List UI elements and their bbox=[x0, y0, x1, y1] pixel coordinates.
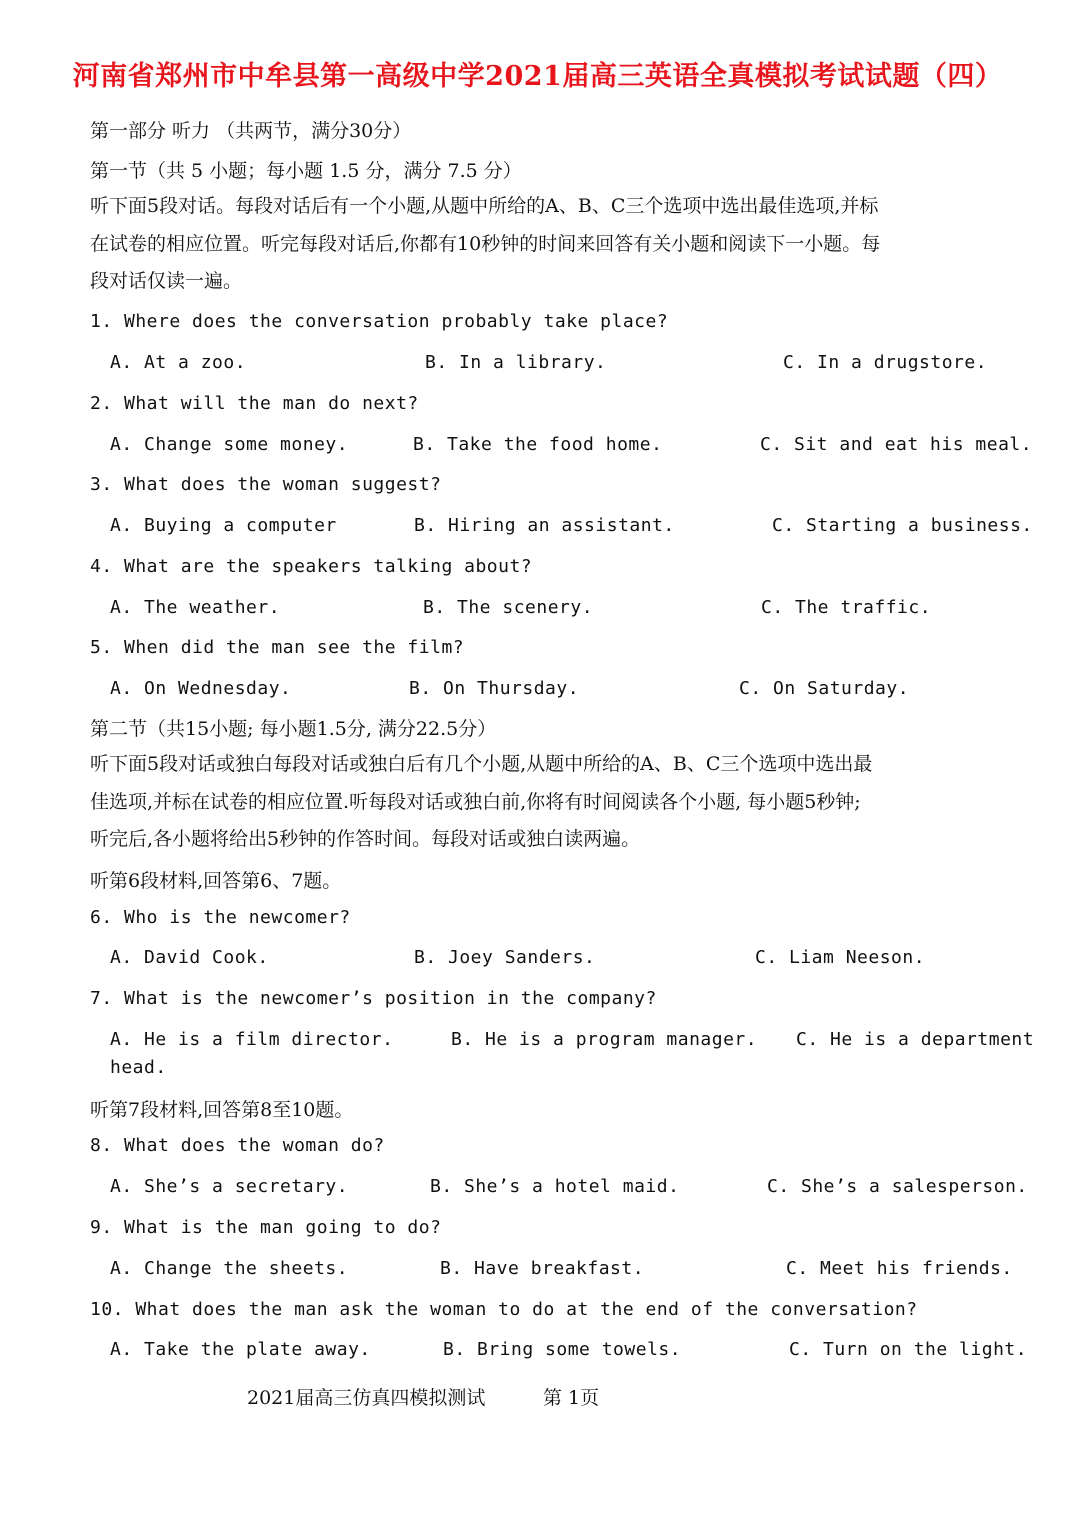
section2-instructions bbox=[90, 746, 1010, 859]
option-10b: B. Bring some towels. bbox=[443, 1339, 682, 1360]
question-9: 9. What is the man going to do? bbox=[90, 1217, 442, 1238]
footer-page-number: 第 1页 bbox=[543, 1387, 600, 1409]
option-5c: C. On Saturday. bbox=[739, 678, 910, 699]
section2-heading: 第二节（共15小题; 每小题1.5分, 满分22.5分） bbox=[90, 718, 497, 740]
section1-instructions bbox=[90, 188, 1010, 301]
option-7a: A. He is a film director. bbox=[110, 1029, 394, 1050]
option-7c-continuation: head. bbox=[110, 1057, 167, 1078]
material-7-heading: 听第7段材料,回答第8至10题。 bbox=[90, 1099, 354, 1121]
option-4b: B. The scenery. bbox=[423, 597, 594, 618]
option-6b: B. Joey Sanders. bbox=[414, 947, 596, 968]
option-4a: A. The weather. bbox=[110, 597, 281, 618]
option-6a: A. David Cook. bbox=[110, 947, 269, 968]
option-4c: C. The traffic. bbox=[761, 597, 932, 618]
instruction-line: 在试卷的相应位置。听完每段对话后,你都有10秒钟的时间来回答有关小题和阅读下一小题。每 bbox=[90, 232, 881, 255]
question-8: 8. What does the woman do? bbox=[90, 1135, 385, 1156]
question-5: 5. When did the man see the film? bbox=[90, 637, 465, 658]
question-6: 6. Who is the newcomer? bbox=[90, 907, 351, 928]
option-9b: B. Have breakfast. bbox=[440, 1258, 645, 1279]
instruction-line: 段对话仅读一遍。 bbox=[90, 270, 243, 292]
question-4: 4. What are the speakers talking about? bbox=[90, 556, 533, 577]
question-10: 10. What does the man ask the woman to do at the end of the conversation? bbox=[90, 1299, 918, 1320]
option-2b: B. Take the food home. bbox=[413, 434, 663, 455]
option-8c: C. She’s a salesperson. bbox=[767, 1176, 1028, 1197]
material-6-heading: 听第6段材料,回答第6、7题。 bbox=[90, 870, 342, 892]
option-1a: A. At a zoo. bbox=[110, 352, 247, 373]
option-1b: B. In a library. bbox=[425, 352, 607, 373]
part1-heading: 第一部分 听力 （共两节，满分30分） bbox=[90, 120, 412, 142]
option-2a: A. Change some money. bbox=[110, 434, 349, 455]
option-1c: C. In a drugstore. bbox=[783, 352, 988, 373]
document-title: 河南省郑州市中牟县第一高级中学2021届高三英语全真模拟考试试题（四） bbox=[72, 61, 1003, 92]
footer-exam-name: 2021届高三仿真四模拟测试 bbox=[247, 1387, 486, 1409]
option-10a: A. Take the plate away. bbox=[110, 1339, 371, 1360]
option-2c: C. Sit and eat his meal. bbox=[760, 434, 1033, 455]
option-3c: C. Starting a business. bbox=[772, 515, 1033, 536]
option-10c: C. Turn on the light. bbox=[789, 1339, 1028, 1360]
instruction-line: 听下面5段对话或独白每段对话或独白后有几个小题,从题中所给的A、B、C三个选项中选出最 bbox=[90, 753, 873, 775]
instruction-line: 佳选项,并标在试卷的相应位置.听每段对话或独白前,你将有时间阅读各个小题, 每小题5秒钟; bbox=[90, 790, 861, 813]
instruction-line: 听完后,各小题将给出5秒钟的作答时间。每段对话或独白读两遍。 bbox=[90, 828, 641, 850]
question-7: 7. What is the newcomer’s position in the company? bbox=[90, 988, 657, 1009]
instruction-line: 听下面5段对话。每段对话后有一个小题,从题中所给的A、B、C三个选项中选出最佳选项,并标 bbox=[90, 195, 879, 217]
section1-heading: 第一节（共 5 小题；每小题 1.5 分，满分 7.5 分） bbox=[90, 160, 522, 182]
option-7c: C. He is a department bbox=[796, 1029, 1035, 1050]
option-7b: B. He is a program manager. bbox=[451, 1029, 758, 1050]
option-9a: A. Change the sheets. bbox=[110, 1258, 349, 1279]
option-6c: C. Liam Neeson. bbox=[755, 947, 926, 968]
option-3a: A. Buying a computer bbox=[110, 515, 337, 536]
option-3b: B. Hiring an assistant. bbox=[414, 515, 675, 536]
option-5b: B. On Thursday. bbox=[409, 678, 580, 699]
question-2: 2. What will the man do next? bbox=[90, 393, 419, 414]
option-8b: B. She’s a hotel maid. bbox=[430, 1176, 680, 1197]
question-3: 3. What does the woman suggest? bbox=[90, 474, 442, 495]
option-5a: A. On Wednesday. bbox=[110, 678, 292, 699]
question-1: 1. Where does the conversation probably take place? bbox=[90, 311, 669, 332]
option-8a: A. She’s a secretary. bbox=[110, 1176, 349, 1197]
option-9c: C. Meet his friends. bbox=[786, 1258, 1013, 1279]
